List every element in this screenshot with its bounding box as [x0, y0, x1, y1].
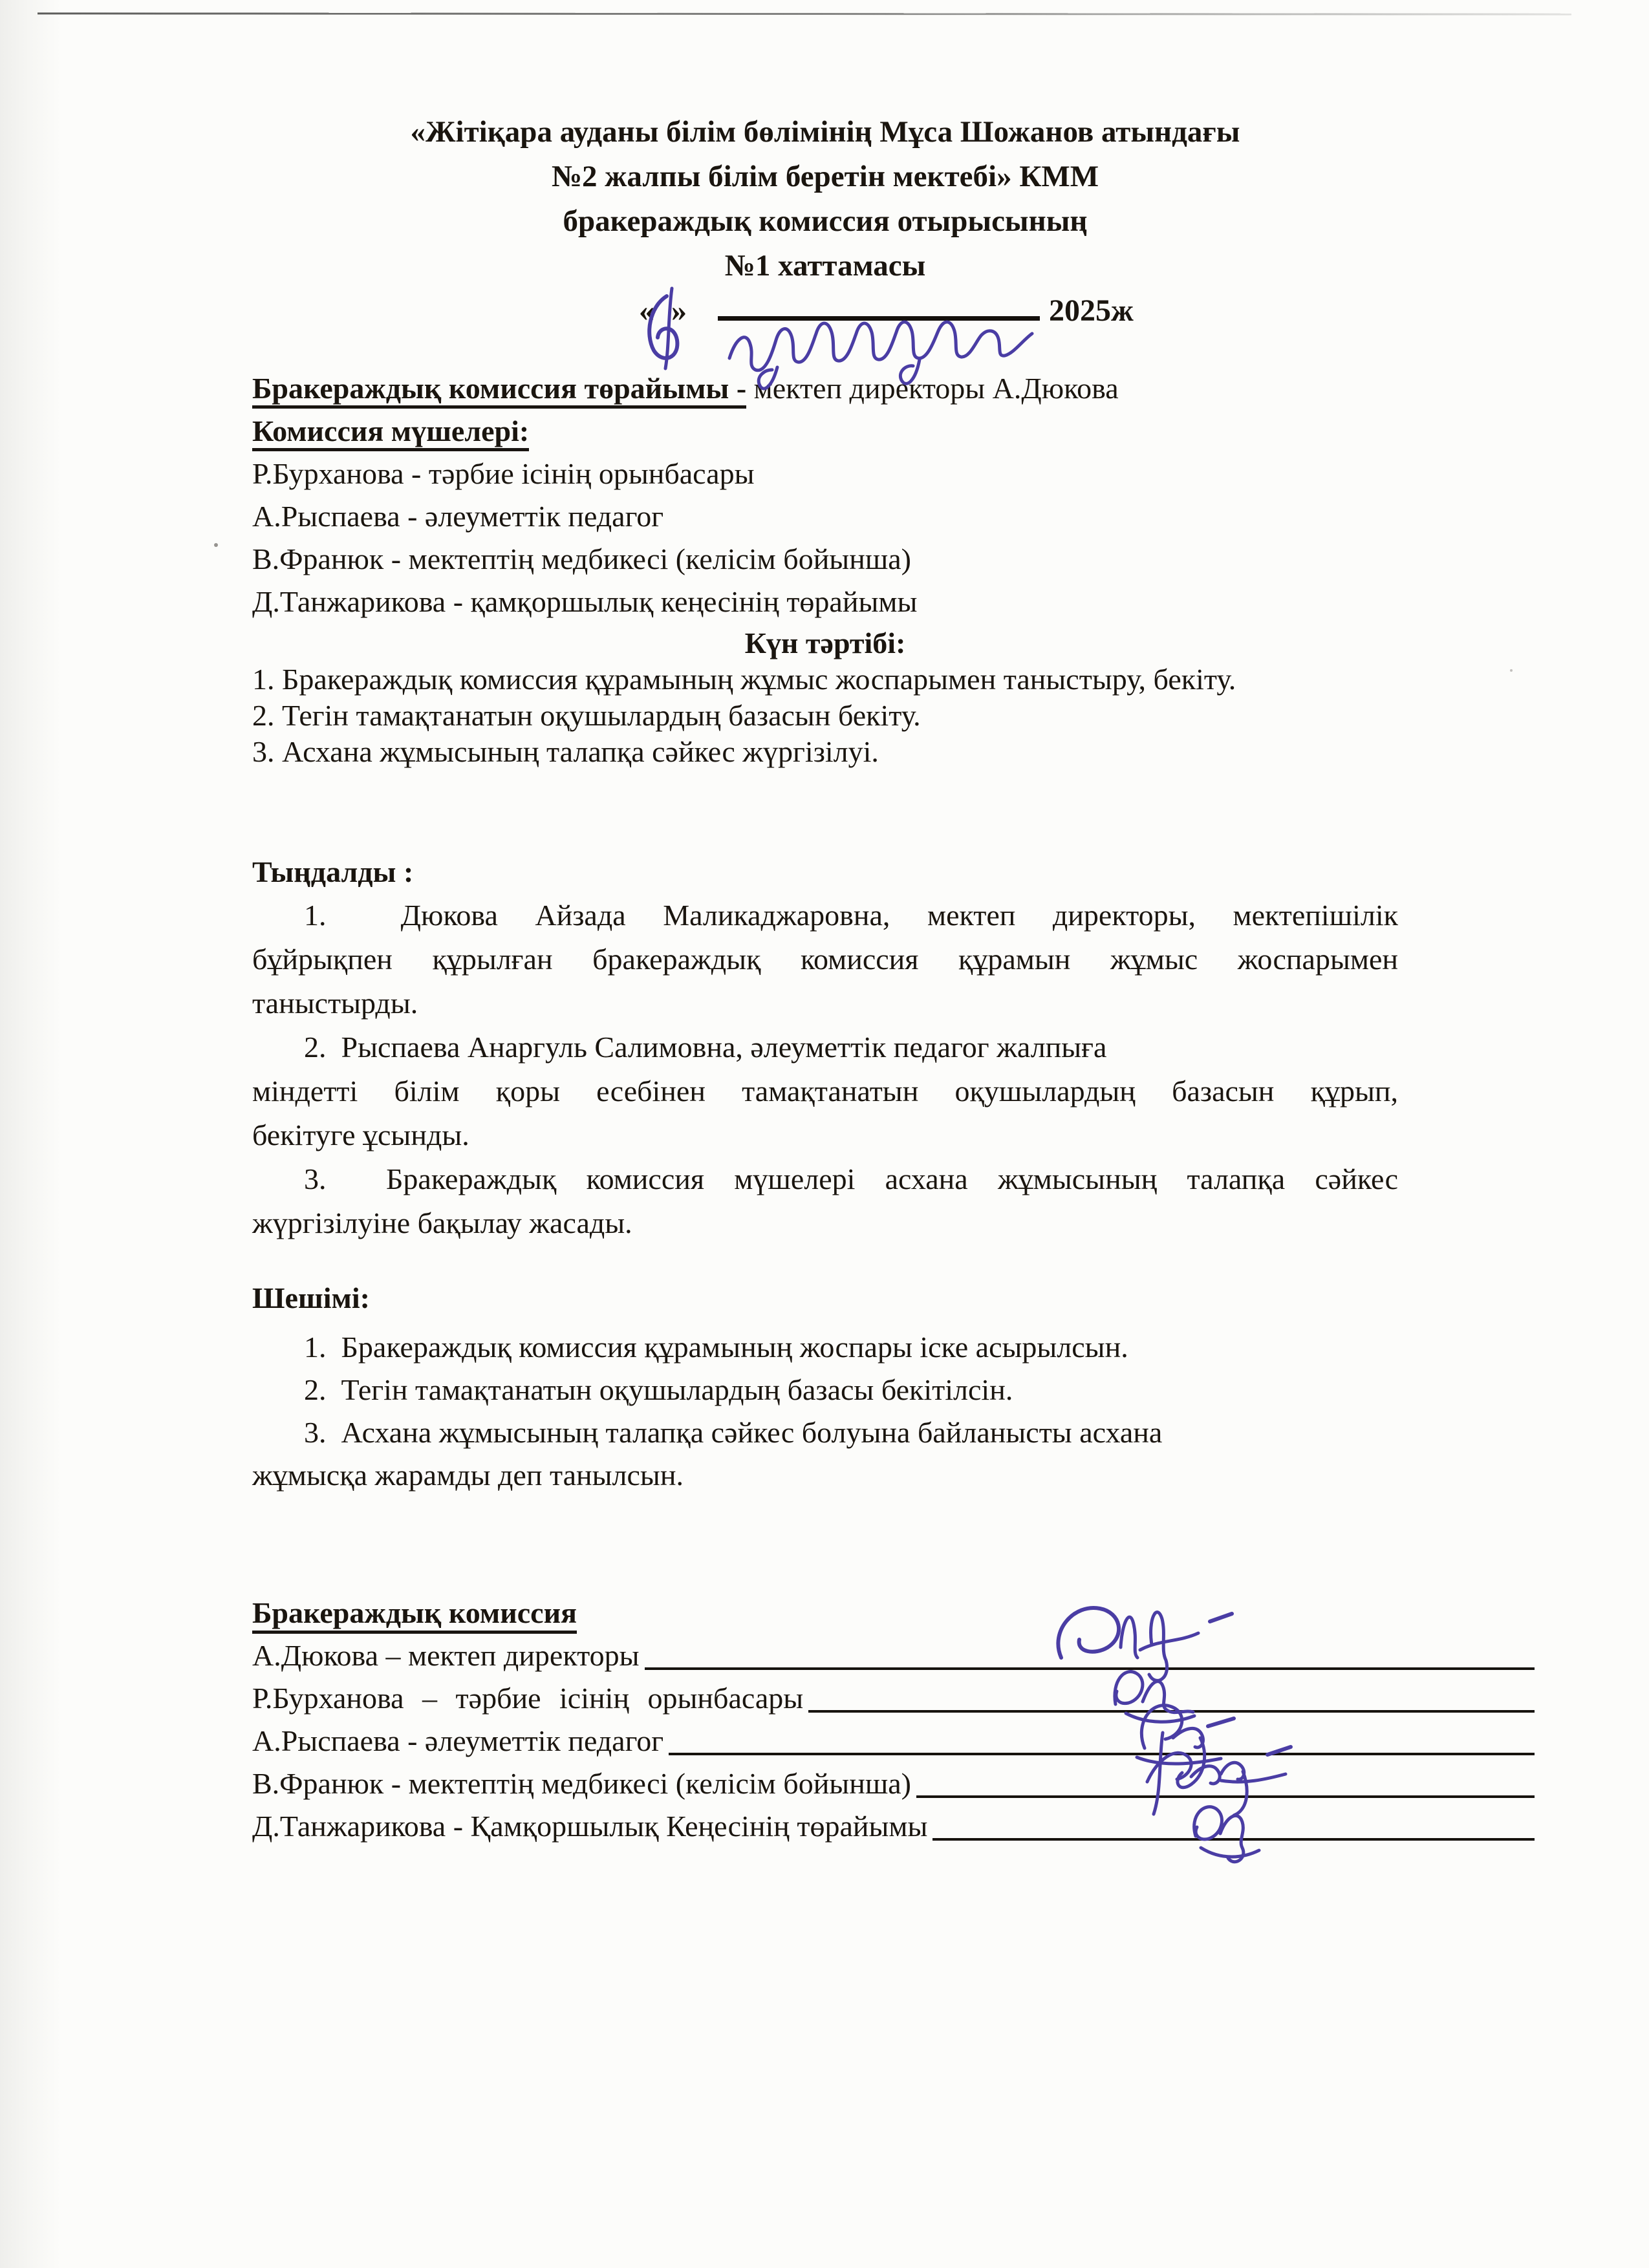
title-line-4: №1 хаттамасы	[724, 249, 926, 283]
signatures-heading: Бракераждық комиссия	[252, 1596, 577, 1634]
date-blank-line	[718, 310, 1040, 321]
agenda-item-2: 2. Тегін тамақтанатын оқушылардың базасын бекіту.	[252, 699, 921, 732]
document-title	[252, 0, 1398, 288]
agenda-item-1: 1. Бракераждық комиссия құрамының жұмыс жоспарымен таныстыру, бекіту.	[252, 663, 1236, 696]
date-year: 2025ж	[1049, 294, 1134, 328]
signature-label: В.Франюк - мектептің медбикесі (келісім бойынша)	[252, 1767, 911, 1800]
signature-row-dyukova	[252, 1634, 1535, 1677]
date-quote-close: »	[671, 294, 704, 328]
decision-item-2: 2. Тегін тамақтанатын оқушылардың базасы бекітілсін.	[304, 1373, 1013, 1406]
signature-blank-line	[645, 1667, 1535, 1670]
date-line	[252, 290, 1398, 336]
agenda-heading: Күн тәртібі:	[744, 626, 906, 659]
title-line-2: №2 жалпы білім беретін мектебі» КММ	[551, 160, 1099, 193]
heard-item-3-line: 3. Бракераждық комиссия мүшелері асхана жұмысының талапқа сәйкес	[304, 1162, 1398, 1195]
heard-item-1-line: таныстырды.	[252, 987, 418, 1020]
signature-row-ryspaeva	[252, 1720, 1535, 1762]
scan-speckle	[214, 543, 218, 547]
signature-label: Р.Бурханова – тәрбие ісінің орынбасары	[252, 1682, 804, 1715]
commission-chair-value: мектеп директоры А.Дюкова	[746, 372, 1119, 405]
commission-section	[252, 367, 1398, 623]
scan-speckle	[1510, 669, 1513, 672]
commission-members-label: Комиссия мүшелері:	[252, 414, 529, 451]
title-line-1: «Жітіқара ауданы білім бөлімінің Мұса Шожанов атындағы	[410, 115, 1240, 149]
document-content	[252, 0, 1398, 1848]
signature-row-franyuk	[252, 1762, 1535, 1805]
signature-label: А.Дюкова – мектеп директоры	[252, 1639, 640, 1672]
heard-item-2-line: 2. Рыспаева Анаргуль Салимовна, әлеуметтік педагог жалпыға	[304, 1031, 1107, 1064]
signature-blank-line	[808, 1710, 1535, 1713]
heard-item-2-line: міндетті білім қоры есебінен тамақтанатын оқушылардың базасын құрып,	[252, 1075, 1398, 1107]
date-quote-open: «	[639, 294, 671, 328]
decision-items	[252, 1326, 1398, 1497]
signature-row-tanzharikova	[252, 1805, 1535, 1848]
signatures-block	[252, 1634, 1535, 1848]
signature-blank-line	[669, 1753, 1535, 1755]
heard-items	[252, 893, 1398, 1245]
commission-member: В.Франюк - мектептің медбикесі (келісім бойынша)	[252, 542, 911, 575]
commission-member: Р.Бурханова - тәрбие ісінің орынбасары	[252, 457, 755, 490]
heard-item-2-line: бекітуге ұсынды.	[252, 1118, 469, 1151]
commission-members-label-line	[252, 410, 1398, 453]
signature-blank-line	[916, 1795, 1535, 1798]
signature-row-burkhanova	[252, 1677, 1535, 1720]
commission-member: Д.Танжарикова - қамқоршылық кеңесінің төрайымы	[252, 585, 918, 618]
signature-label: А.Рыспаева - әлеуметтік педагог	[252, 1724, 664, 1757]
agenda-item-3: 3. Асхана жұмысының талапқа сәйкес жүргізілуі.	[252, 735, 879, 768]
heard-heading: Тыңдалды :	[252, 855, 414, 888]
commission-chair-line	[252, 367, 1398, 410]
signatures-heading-line	[252, 1592, 1398, 1634]
decision-item-3-line: жұмысқа жарамды деп танылсын.	[252, 1459, 684, 1492]
commission-chair-label: Бракераждық комиссия төрайымы -	[252, 372, 746, 409]
scan-edge-shadow	[0, 0, 61, 2268]
heard-item-1-line: 1. Дюкова Айзада Маликаджаровна, мектеп директоры, мектепішілік	[304, 899, 1398, 932]
decision-item-3-line: 3. Асхана жұмысының талапқа сәйкес болуына байланысты асхана	[304, 1416, 1163, 1449]
heard-item-3-line: жүргізілуіне бақылау жасады.	[252, 1206, 632, 1239]
heard-item-1-line: бұйрықпен құрылған бракераждық комиссия құрамын жұмыс жоспарымен	[252, 943, 1398, 976]
decision-item-1: 1. Бракераждық комиссия құрамының жоспары іске асырылсын.	[304, 1331, 1128, 1364]
title-line-3: бракераждық комиссия отырысының	[563, 204, 1088, 238]
signature-label: Д.Танжарикова - Қамқоршылық Кеңесінің төрайымы	[252, 1810, 928, 1843]
commission-member: А.Рыспаева - әлеуметтік педагог	[252, 500, 664, 533]
decision-heading: Шешімі:	[252, 1281, 370, 1314]
signature-blank-line	[932, 1838, 1535, 1841]
